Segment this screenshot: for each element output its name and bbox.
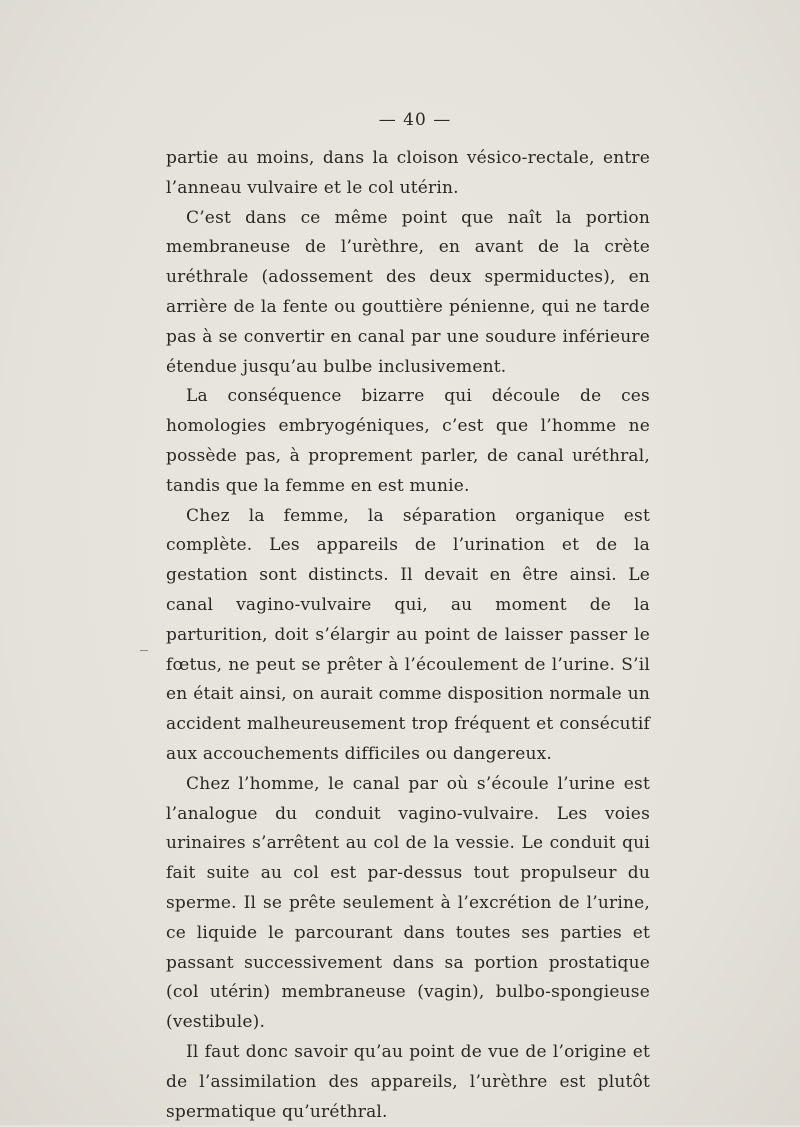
paragraph-3: La conséquence bizarre qui découle de ces homologies embryogéniques, c’est que l’homme ne possède pas, à proprement parler, de canal uréthral, tandis que la femme en est munie.: [166, 386, 650, 496]
paragraph-1: partie au moins, dans la cloison vésico-rectale, entre l’anneau vulvaire et le col utérin.: [166, 148, 650, 198]
page-number: — 40 —: [378, 110, 452, 130]
paragraph-4: Chez la femme, la séparation organique est complète. Les appareils de l’urination et de la gestation sont distincts. Il devait en être ainsi. Le canal vagino-vulvaire qui, au moment de la parturition, doit s’élargir au point de laisser passer le fœtus, ne peut se prêter à l’écoulement de l’urine. S’il en était ainsi, on aurait comme disposition normale un accident malheureusement trop fréquent et consécutif aux accouchements difficiles ou dangereux.: [166, 505, 650, 764]
paragraph-6: Il faut donc savoir qu’au point de vue de l’origine et de l’assimilation des appareils, l’urèthre est plutôt spermatique qu’uréthral.: [166, 1041, 650, 1122]
paragraph-2: C’est dans ce même point que naît la portion membraneuse de l’urèthre, en avant de la crète uréthrale (adossement des deux spermiductes), en arrière de la fente ou gouttière pénienne, qui ne tarde pas à se convertir en canal par une soudure inférieure étendue jusqu’au bulbe inclusivement.: [166, 207, 650, 377]
paragraph-5: Chez l’homme, le canal par où s’écoule l’urine est l’analogue du conduit vagino-vulvaire. Les voies urinaires s’arrêtent au col de la vessie. Le conduit qui fait suite au col est par-dessus tout propulseur du sperme. Il se prête seulement à l’excrétion de l’urine, ce liquide le parcourant dans toutes ses parties et passant successivement dans sa portion prostatique (col utérin) membraneuse (vagin), bulbo-spongieuse (vestibule).: [166, 773, 650, 1033]
margin-mark: [140, 650, 148, 651]
